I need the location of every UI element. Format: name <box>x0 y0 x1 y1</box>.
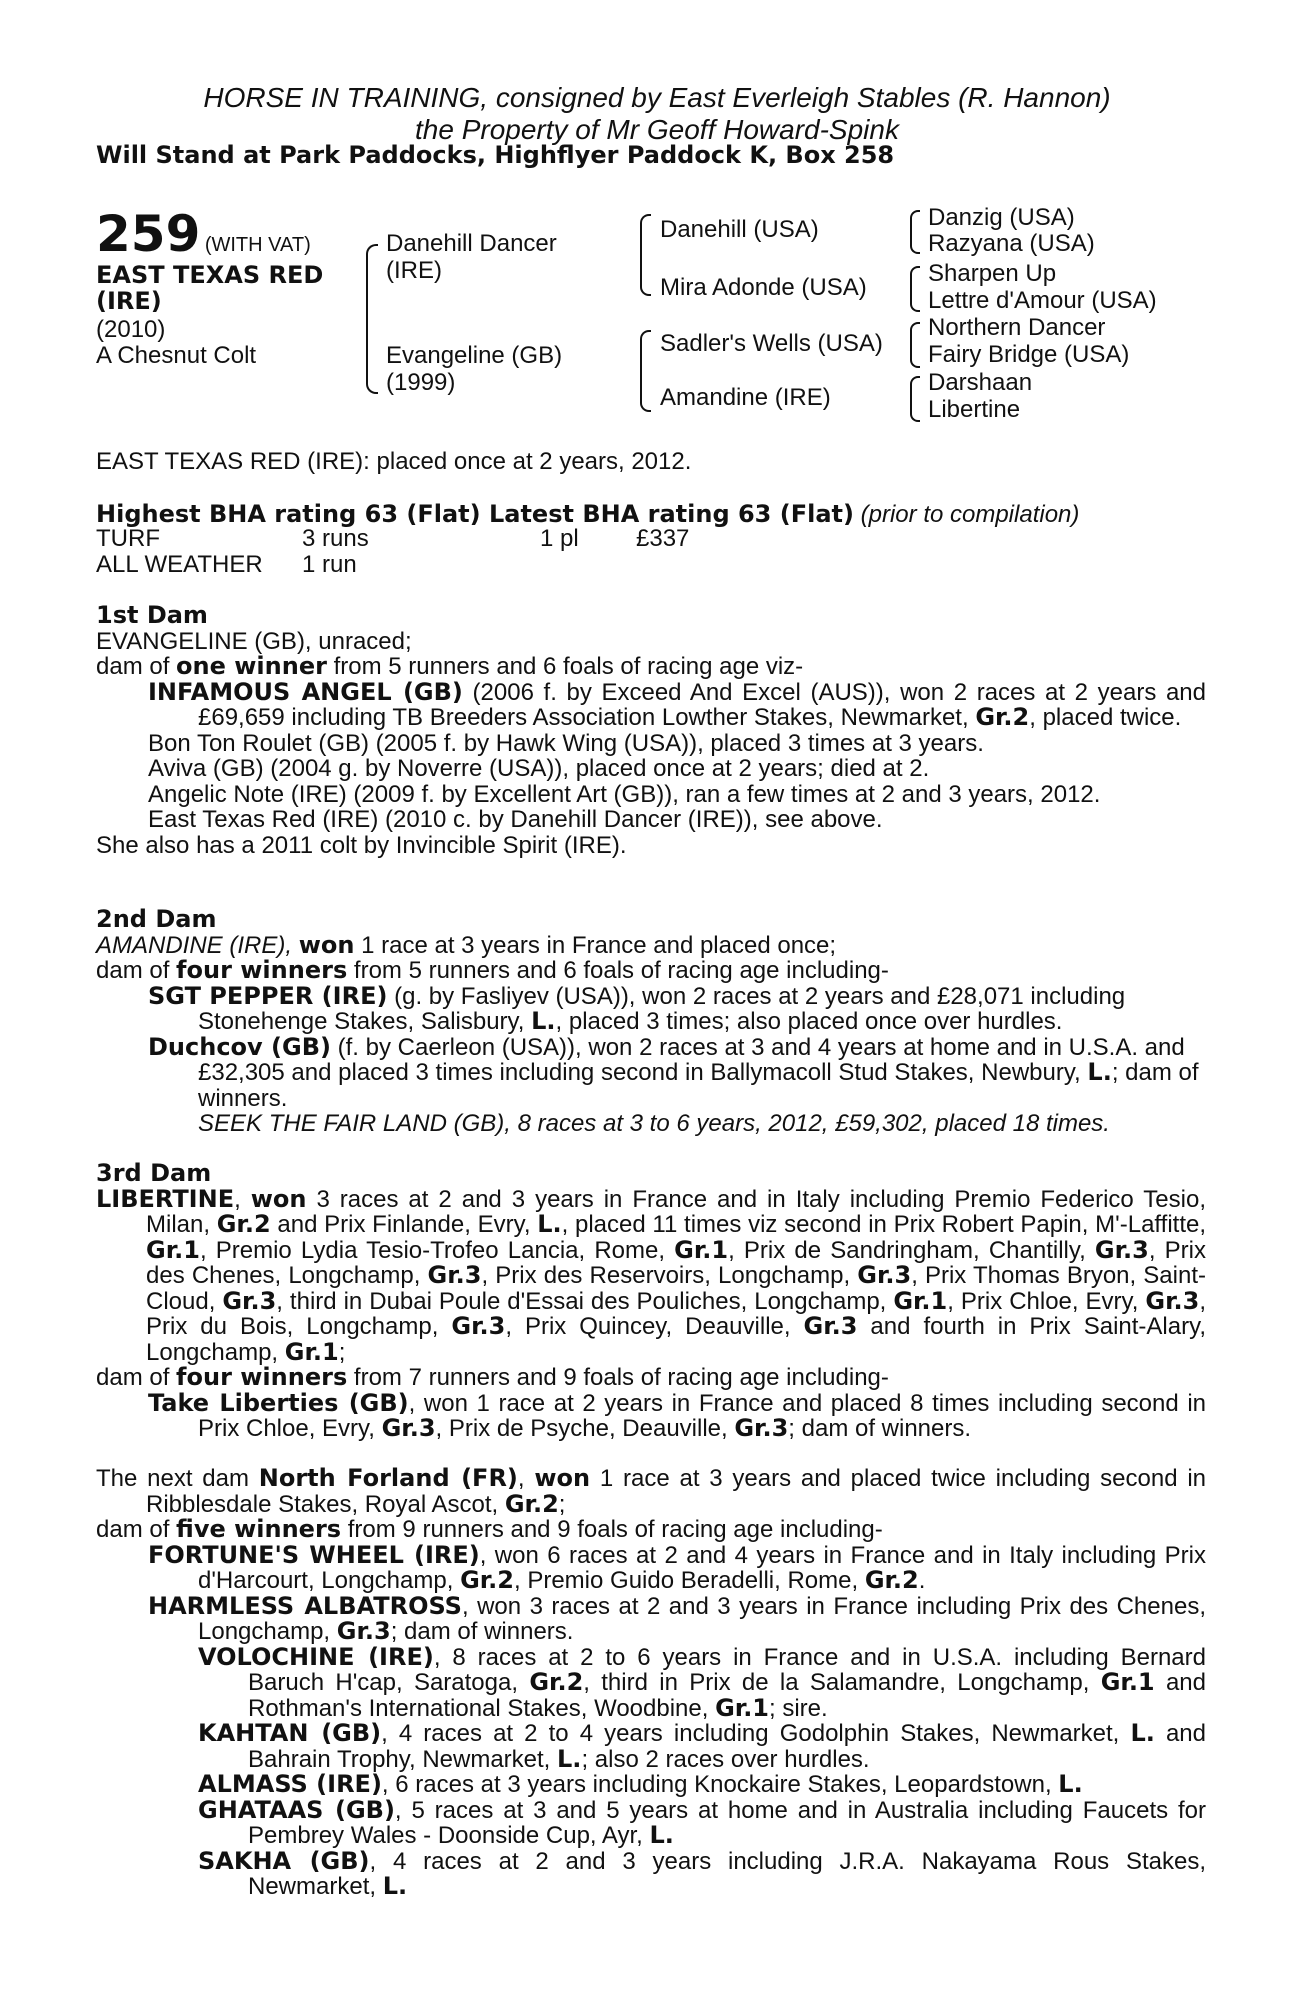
first-dam-line: EVANGELINE (GB), unraced; <box>96 627 412 655</box>
third-dam-heading: 3rd Dam <box>96 1159 212 1187</box>
granddam-2: Lettre d'Amour (USA) <box>928 287 1157 314</box>
progeny-kahtan: KAHTAN (GB), 4 races at 2 to 4 years including Godolphin Stakes, Newmarket, L. and Bahrain Trophy, Newmarket, L.; also 2 races over hurdles. <box>198 1719 1206 1773</box>
sire-dam: Mira Adonde (USA) <box>660 274 867 301</box>
rating-values: Highest BHA rating 63 (Flat) Latest BHA rating 63 (Flat) <box>96 500 854 528</box>
grandsire-4: Darshaan <box>928 369 1033 396</box>
progeny-duchcov: Duchcov (GB) (f. by Caerleon (USA)), won 2 races at 3 and 4 years at home and in U.S.A. and £32,305 and placed 3 times including second in Ballymacoll Stud Stakes, Newbury, L.; dam of winners. <box>148 1032 1199 1112</box>
north-forland-record: The next dam North Forland (FR), won 1 race at 3 years and placed twice including second in Ribblesdale Stakes, Royal Ascot, Gr.2; <box>96 1464 1206 1518</box>
pedigree-brace-1 <box>366 244 378 394</box>
sire: Danehill Dancer <box>386 230 557 257</box>
horse-name: EAST TEXAS RED <box>96 261 324 289</box>
progeny-volochine: VOLOCHINE (IRE), 8 races at 2 to 6 years in France and in U.S.A. including Bernard Baruch H'cap, Saratoga, Gr.2, third in Prix de la Salamandre, Longchamp, Gr.1 and Rothman's International Stakes, Woodbine, Gr.1; sire. <box>198 1642 1206 1722</box>
dam-year: (1999) <box>386 369 456 396</box>
third-dam-section <box>96 1161 1206 1442</box>
pedigree-brace-2b <box>640 330 651 412</box>
consignor-line: HORSE IN TRAINING, consigned by East Everleigh Stables (R. Hannon) <box>203 82 1111 113</box>
dam-dam: Amandine (IRE) <box>660 384 831 411</box>
dam-sire: Sadler's Wells (USA) <box>660 330 883 357</box>
progeny-seek-the-fair-land: SEEK THE FAIR LAND (GB), 8 races at 3 to 6 years, 2012, £59,302, placed 18 times. <box>198 1110 1110 1137</box>
sire-origin: (IRE) <box>386 257 442 284</box>
foaling-year: (2010) <box>96 316 166 343</box>
fourth-dam-produce-summary: dam of five winners from 9 runners and 9 foals of racing age including- <box>96 1515 883 1543</box>
pedigree-brace-2a <box>640 214 651 296</box>
progeny-fortunes-wheel: FORTUNE'S WHEEL (IRE), won 6 races at 2 and 4 years in France and in Italy including Prix d'Harcourt, Longchamp, Gr.2, Premio Guido Beradelli, Rome, Gr.2. <box>148 1540 1207 1594</box>
rating-note: (prior to compilation) <box>860 501 1080 528</box>
turf-runs: 3 runs <box>302 525 369 552</box>
turf-earnings: £337 <box>636 525 690 552</box>
turf-label: TURF <box>96 525 160 552</box>
granddam-4: Libertine <box>928 396 1021 423</box>
pedigree-brace-3b <box>910 266 920 312</box>
first-dam-produce-summary: dam of one winner from 5 runners and 6 foals of racing age viz- <box>96 652 804 680</box>
progeny-ghataas: GHATAAS (GB), 5 races at 3 and 5 years at home and in Australia including Faucets for Pembrey Wales - Doonside Cup, Ayr, L. <box>198 1795 1206 1849</box>
libertine-record: LIBERTINE, won 3 races at 2 and 3 years in France and in Italy including Premio Federico Tesio, Milan, Gr.2 and Prix Finlande, Evry, L., placed 11 times viz second in Prix Robert Papin, M'-Laffitte, Gr.1, Premio Lydia Tesio-Trofeo Lancia, Rome, Gr.1, Prix de Sandringham, Chantilly, Gr.3, Prix des Chenes, Longchamp, Gr.3, Prix des Reservoirs, Longchamp, Gr.3, Prix Thomas Bryon, Saint-Cloud, Gr.3, third in Dubai Poule d'Essai des Pouliches, Longchamp, Gr.1, Prix Chloe, Evry, Gr.3, Prix du Bois, Longchamp, Gr.3, Prix Quincey, Deauville, Gr.3 and fourth in Prix Saint-Alary, Longchamp, Gr.1; <box>96 1184 1207 1366</box>
second-dam-heading: 2nd Dam <box>96 905 217 933</box>
third-dam-produce-summary: dam of four winners from 7 runners and 9 foals of racing age including- <box>96 1363 889 1391</box>
grandsire-3: Northern Dancer <box>928 314 1106 341</box>
progeny-take-liberties: Take Liberties (GB), won 1 race at 2 years in France and placed 8 times including second in Prix Chloe, Evry, Gr.3, Prix de Psyche, Deauville, Gr.3; dam of winners. <box>148 1388 1206 1442</box>
sire-sire: Danehill (USA) <box>660 216 819 243</box>
progeny-bon-ton-roulet: Bon Ton Roulet (GB) (2005 f. by Hawk Wing (USA)), placed 3 times at 3 years. <box>148 729 984 757</box>
aw-runs: 1 run <box>302 551 357 578</box>
rating-line <box>96 500 1079 529</box>
progeny-sakha: SAKHA (GB), 4 races at 2 and 3 years including J.R.A. Nakayama Rous Stakes, Newmarket, L. <box>198 1846 1206 1900</box>
grandsire-1: Danzig (USA) <box>928 204 1075 231</box>
progeny-sgt-pepper: SGT PEPPER (IRE) (g. by Fasliyev (USA)), won 2 races at 2 years and £28,071 including Stonehenge Stakes, Salisbury, L., placed 3 times; also placed once over hurdles. <box>148 981 1126 1035</box>
race-summary: EAST TEXAS RED (IRE): placed once at 2 years, 2012. <box>96 448 692 475</box>
first-dam-note: She also has a 2011 colt by Invincible Spirit (IRE). <box>96 831 627 859</box>
progeny-harmless-albatross: HARMLESS ALBATROSS, won 3 races at 2 and 3 years in France including Prix des Chenes, Longchamp, Gr.3; dam of winners. <box>148 1591 1206 1645</box>
pedigree-brace-3d <box>910 376 920 422</box>
granddam-3: Fairy Bridge (USA) <box>928 341 1130 368</box>
pedigree-brace-3a <box>910 210 920 254</box>
vat-note: (WITH VAT) <box>204 234 311 256</box>
stabling-line: Will Stand at Park Paddocks, Highflyer Paddock K, Box 258 <box>96 141 895 169</box>
granddam-1: Razyana (USA) <box>928 230 1095 257</box>
progeny-angelic-note: Angelic Note (IRE) (2009 f. by Excellent Art (GB)), ran a few times at 2 and 3 years, 2012. <box>148 780 1101 808</box>
owner-line: the Property of Mr Geoff Howard-Spink <box>415 114 899 145</box>
horse-description: A Chesnut Colt <box>96 342 257 369</box>
aw-label: ALL WEATHER <box>96 551 263 578</box>
progeny-east-texas-red: East Texas Red (IRE) (2010 c. by Danehill Dancer (IRE)), see above. <box>148 806 883 833</box>
lot-number: 259 <box>96 205 201 263</box>
progeny-aviva: Aviva (GB) (2004 g. by Noverre (USA)), placed once at 2 years; died at 2. <box>148 755 930 782</box>
first-dam-section <box>96 603 1206 858</box>
grandsire-2: Sharpen Up <box>928 260 1057 287</box>
lot-number-row <box>96 206 311 262</box>
pedigree-brace-3c <box>910 322 920 368</box>
horse-origin: (IRE) <box>96 287 162 315</box>
second-dam-line: AMANDINE (IRE), won 1 race at 3 years in France and placed once; <box>96 930 837 959</box>
progeny-almass: ALMASS (IRE), 6 races at 3 years including Knockaire Stakes, Leopardstown, L. <box>198 1770 1083 1798</box>
second-dam-section <box>96 907 1206 1137</box>
turf-placed: 1 pl <box>540 525 579 552</box>
dam: Evangeline (GB) <box>386 342 563 369</box>
second-dam-produce-summary: dam of four winners from 5 runners and 6 foals of racing age including- <box>96 956 889 984</box>
fourth-dam-section <box>96 1466 1206 1900</box>
first-dam-heading: 1st Dam <box>96 601 208 629</box>
progeny-infamous-angel: INFAMOUS ANGEL (GB) (2006 f. by Exceed And Excel (AUS)), won 2 races at 2 years and £69,659 including TB Breeders Association Lowther Stakes, Newmarket, Gr.2, placed twice. <box>148 677 1207 731</box>
